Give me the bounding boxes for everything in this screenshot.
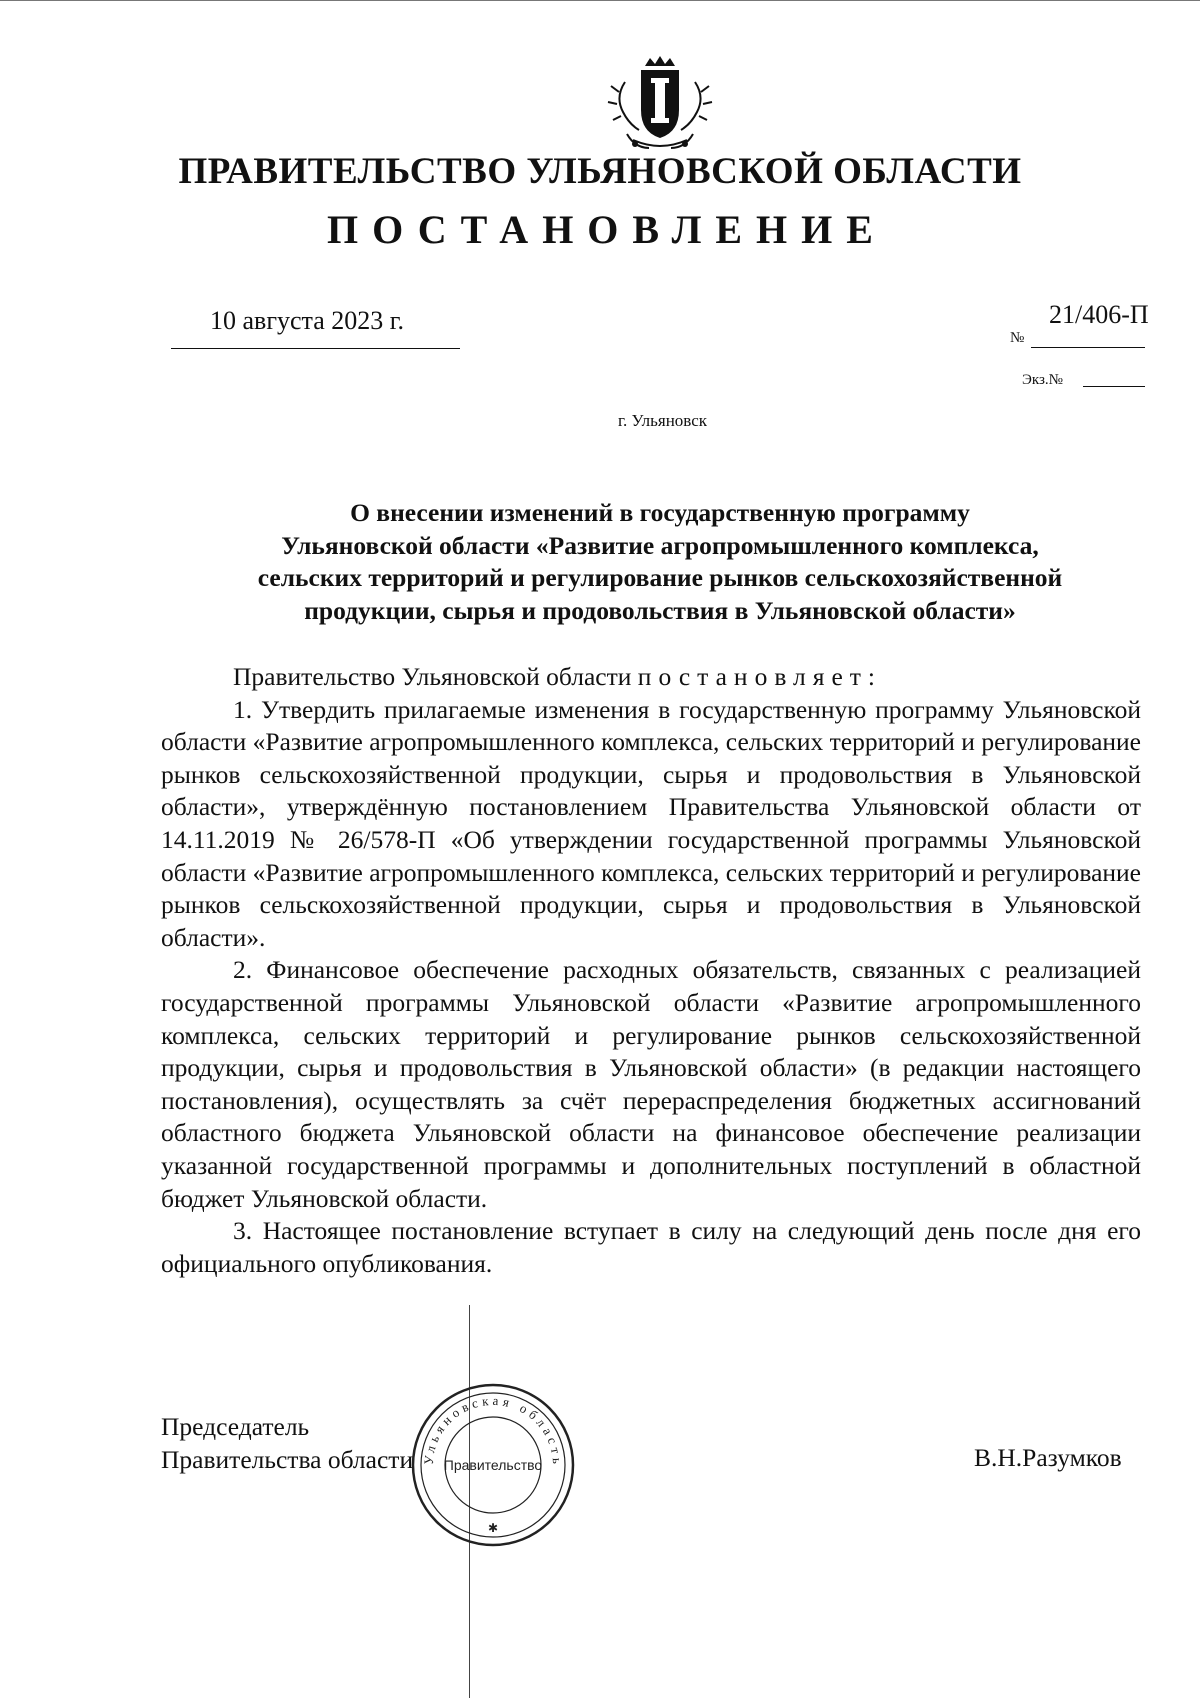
document-number: 21/406-П [1049,300,1149,329]
document-type: ПОСТАНОВЛЕНИЕ [327,207,887,252]
signatory-title-line2: Правительства области [161,1445,414,1474]
heading-line: продукции, сырья и продовольствия в Ульяновской области» [304,595,1016,625]
seal-center-text: Правительство [443,1457,543,1473]
number-label: № [1010,330,1025,346]
intro-prefix: Правительство Ульяновской области [233,662,632,691]
signatory-name: В.Н.Разумков [974,1443,1122,1472]
heading-line: О внесении изменений в государственную программу [350,498,970,527]
document-body [161,661,1141,1280]
date-underline [171,348,460,349]
document-date: 10 августа 2023 г. [210,306,404,335]
city: г. Ульяновск [617,411,708,430]
signatory-title-line1: Председатель [161,1412,310,1441]
paragraph-3: 3. Настоящее постановление вступает в силу на следующий день после дня его официального опубликования. [161,1216,1141,1278]
heading-line: сельских территорий и регулирование рынков сельскохозяйственной [257,563,1063,592]
heading-line: Ульяновской области «Развитие агропромышленного комплекса, [281,530,1039,560]
scan-edge-line [0,0,1200,1]
seal-ring-text: Ульяновская область [420,1392,566,1469]
document-heading [160,497,1160,627]
copy-underline [1083,386,1145,387]
seal-star-icon: ✱ [487,1521,499,1535]
coat-of-arms-icon [605,52,715,156]
copy-label: Экз.№ [1022,372,1063,388]
number-underline [1031,347,1145,348]
intro-paragraph [161,661,1141,694]
paragraph-2: 2. Финансовое обеспечение расходных обязательств, связанных с реализацией государственной программы Ульяновской области «Развитие агропромышленного комплекса, сельских территорий и регулирование рынков сельскохозяйственной продукции, сырья и продовольствия в Ульяновской области» (в редакции настоящего постановления), осуществлять за счёт перераспределения бюджетных ассигнований областного бюджета Ульяновской области на финансовое обеспечение реализации указанной государственной программы и дополнительных поступлений в областной бюджет Ульяновской области. [161,955,1141,1213]
signatory-title [161,1410,413,1476]
government-title: ПРАВИТЕЛЬСТВО УЛЬЯНОВСКОЙ ОБЛАСТИ [178,151,1022,192]
paragraph-1: 1. Утвердить прилагаемые изменения в государственную программу Ульяновской области «Развитие агропромышленного комплекса, сельских территорий и регулирование рынков сельскохозяйственной продукции, сырья и продовольствия в Ульяновской области», утверждённую постановлением Правительства Ульяновской области от 14.11.2019 № 26/578-П «Об утверждении государственной программы Ульяновской области «Развитие агропромышленного комплекса, сельских территорий и регулирование рынков сельскохозяйственной продукции, сырья и продовольствия в Ульяновской области». [161,694,1141,952]
intro-verb: постановляет: [637,662,883,691]
official-seal [408,1380,578,1550]
